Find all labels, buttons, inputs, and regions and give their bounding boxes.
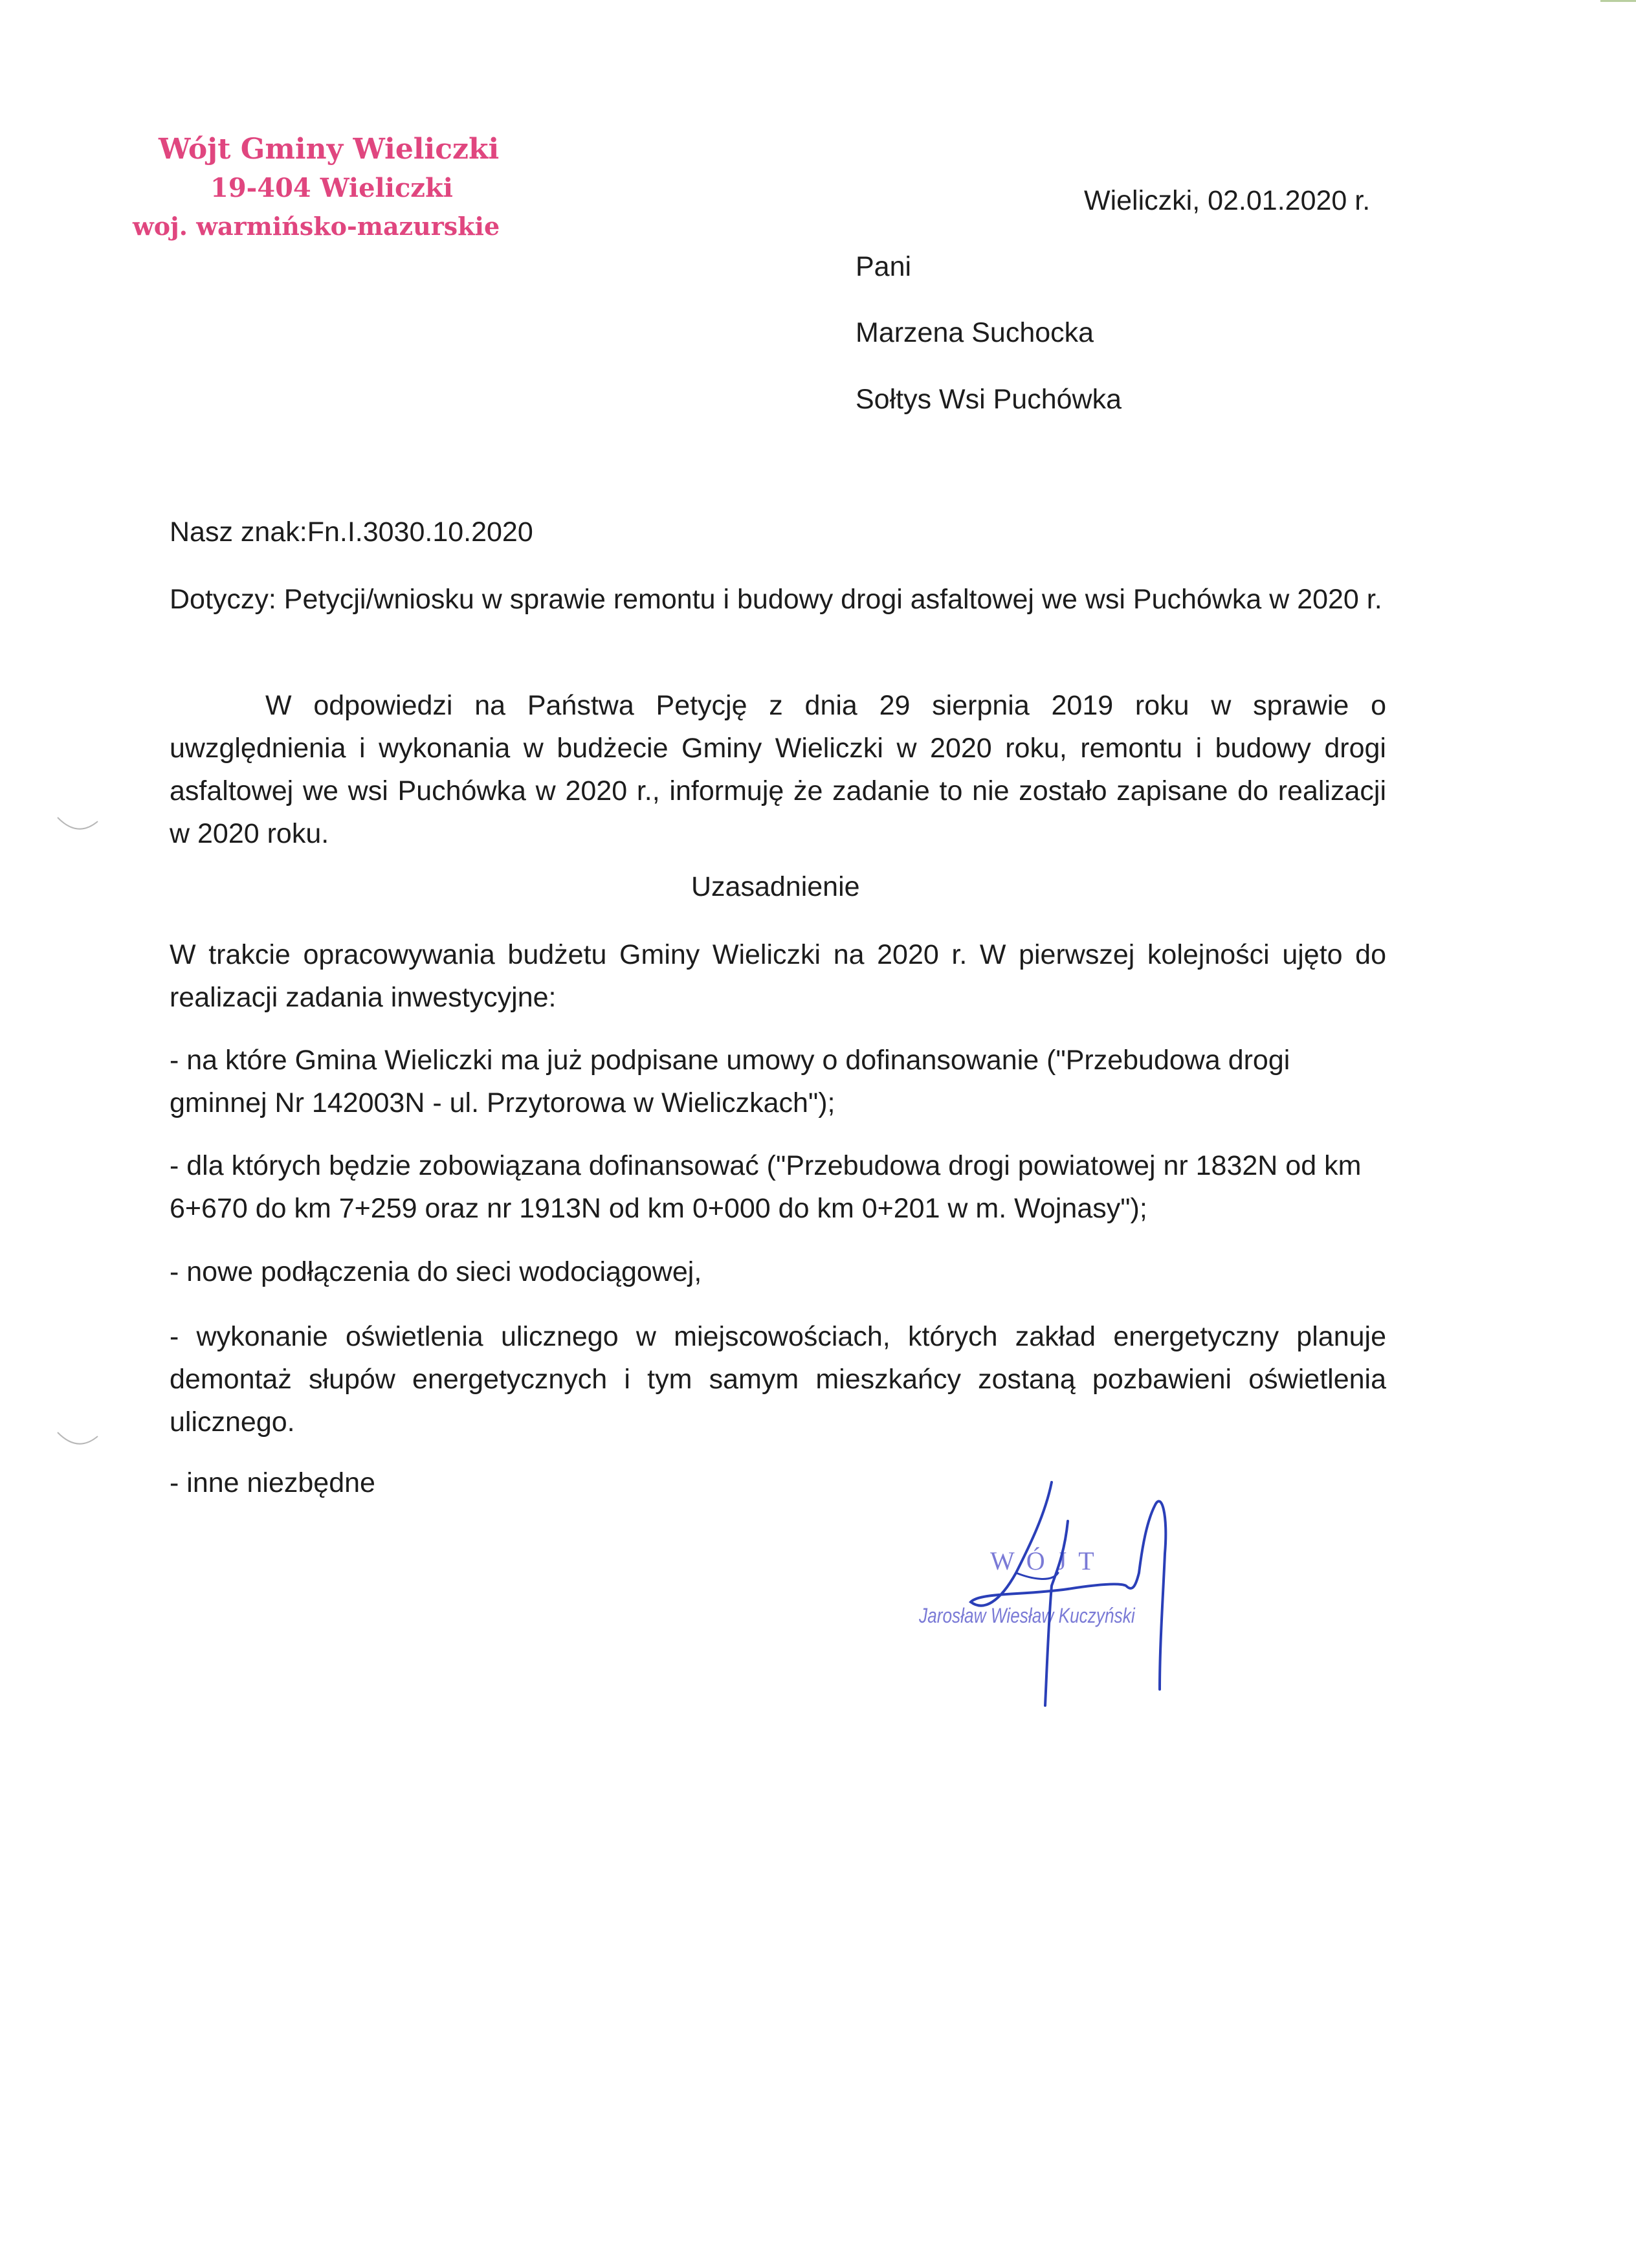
stamp-region-line: woj. warmińsko-mazurskie — [133, 212, 500, 241]
justification-heading: Uzasadnienie — [691, 871, 860, 902]
stamp-office-line: Wójt Gminy Wieliczki — [159, 133, 500, 166]
list-item: - wykonanie oświetlenia ulicznego w miejscowościach, których zakład energetyczny planuje demontaż słupów energetycznych i tym samym mieszkańcy zostaną pozbawieni oświetlenia ulicznego. — [170, 1321, 1386, 1438]
recipient-salutation: Pani — [856, 251, 912, 282]
recipient-name: Marzena Suchocka — [856, 317, 1094, 348]
intro-paragraph: W odpowiedzi na Państwa Petycję z dnia 29 sierpnia 2019 roku w sprawie o uwzględnienia i wykonania w budżecie Gminy Wieliczki w 2020 roku, remontu i budowy drogi asfaltowej we wsi Puchówka w 2020 r., informuję że zadanie to nie zostało zapisane do realizacji w 2020 roku. — [170, 690, 1386, 849]
scan-edge-mark — [1600, 0, 1636, 7]
list-item: - nowe podłączenia do sieci wodociągowej, — [170, 1256, 702, 1287]
stamp-address-line: 19-404 Wieliczki — [210, 173, 453, 203]
punch-hole-mark — [55, 812, 100, 838]
reference-number: Nasz znak:Fn.I.3030.10.2020 — [170, 517, 533, 548]
justification-intro: W trakcie opracowywania budżetu Gminy Wieliczki na 2020 r. W pierwszej kolejności ujęto do realizacji zadania inwestycyjne: — [170, 939, 1386, 1013]
list-item: - inne niezbędne — [170, 1467, 375, 1498]
signature-stamp-name: Jarosław Wiesław Kuczyński — [919, 1604, 1135, 1627]
punch-hole-mark — [55, 1427, 100, 1453]
signature-block — [919, 1476, 1191, 1715]
recipient-title: Sołtys Wsi Puchówka — [856, 384, 1122, 415]
signature-stamp-title: WÓJT — [990, 1546, 1106, 1575]
list-item: - na które Gmina Wieliczki ma już podpisane umowy o dofinansowanie ("Przebudowa drogi gminnej Nr 142003N - ul. Przytorowa w Wieliczkach"); — [170, 1045, 1290, 1118]
header-stamp — [133, 133, 534, 262]
handwritten-signature — [919, 1476, 1191, 1715]
subject-line: Dotyczy: Petycji/wniosku w sprawie remontu i budowy drogi asfaltowej we wsi Puchówka w 2020 r. — [170, 584, 1382, 615]
date-line: Wieliczki, 02.01.2020 r. — [1084, 185, 1371, 216]
list-item: - dla których będzie zobowiązana dofinansować ("Przebudowa drogi powiatowej nr 1832N od km 6+670 do km 7+259 oraz nr 1913N od km 0+000 do km 0+201 w m. Wojnasy"); — [170, 1150, 1362, 1224]
